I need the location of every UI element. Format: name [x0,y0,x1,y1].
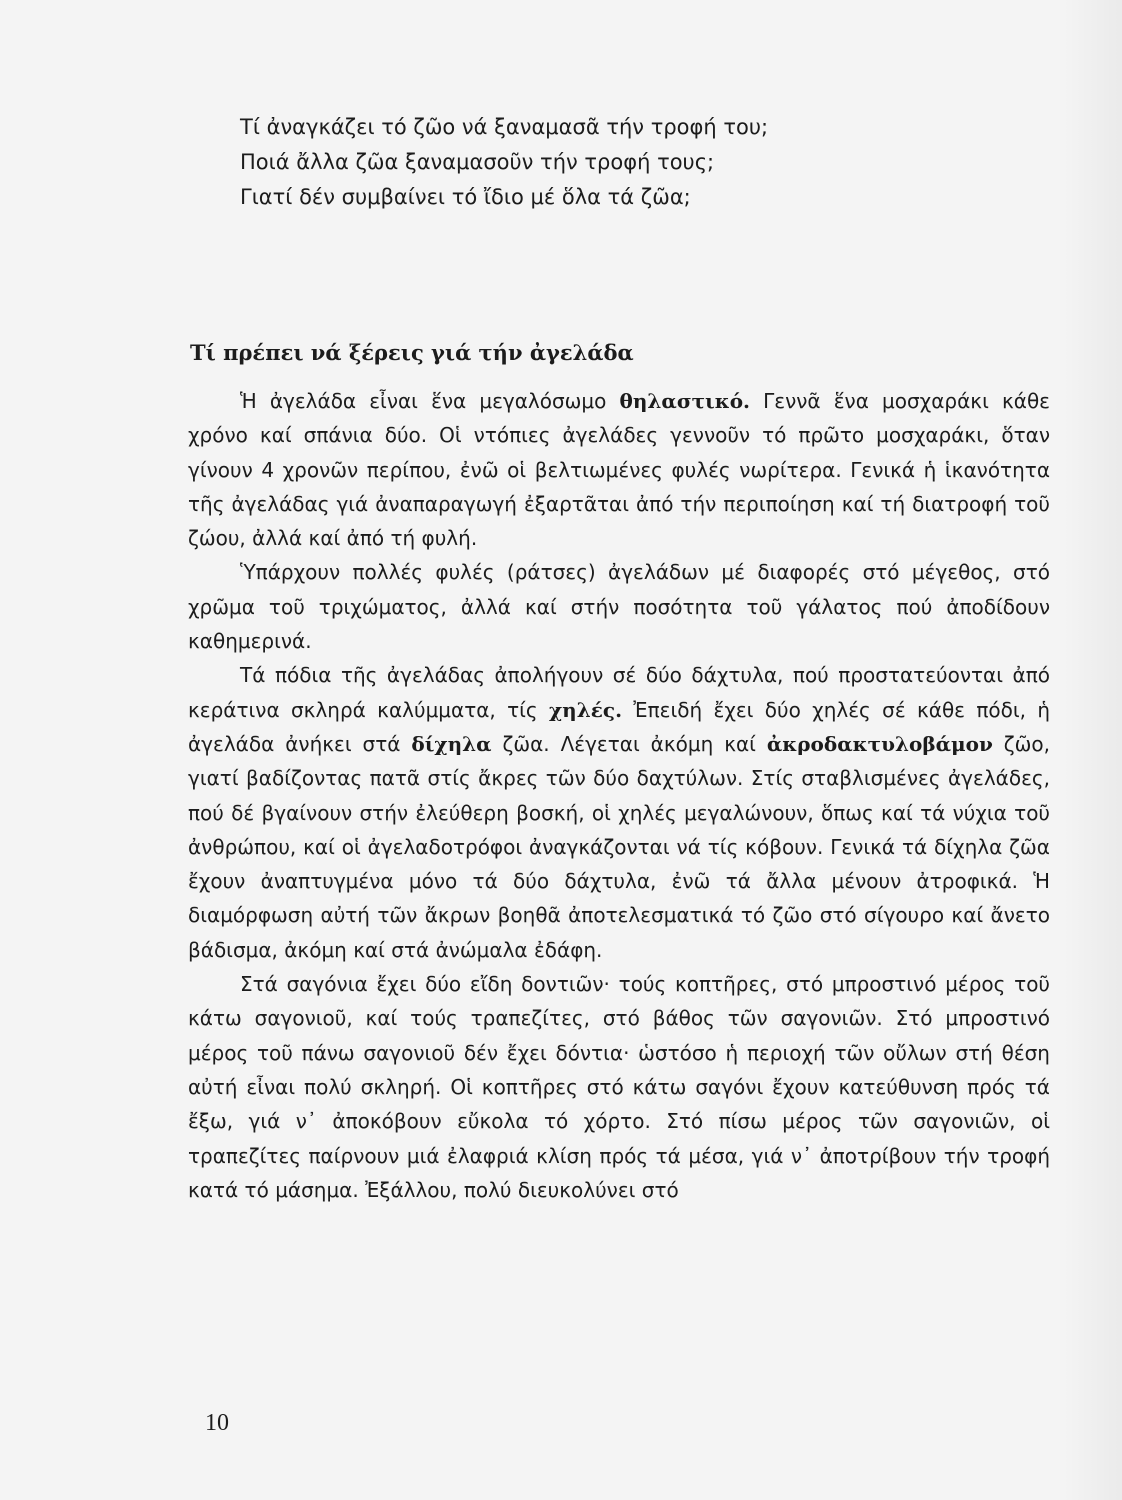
question-2: Ποιά ἄλλα ζῶα ξαναμασοῦν τήν τροφή τους; [240,150,715,174]
text-span: Τά πόδια τῆς ἀγελάδας ἀπολήγουν σέ δύο δάχτυλα, πού προστατεύονται ἀπό κεράτινα σκληρά καλύμματα, τίς [188,663,1050,722]
term-hooves: χηλές. [549,697,623,722]
paragraph-teeth: Στά σαγόνια ἔχει δύο εἴδη δοντιῶν· τούς κοπτῆρες, στό μπροστινό μέρος τοῦ κάτω σαγονιοῦ, καί τούς τραπεζίτες, στό βάθος τῶν σαγονιῶν. Στό μπροστινό μέρος τοῦ πάνω σαγονιοῦ δέν ἔχει δόντια· ὡστόσο ἡ περιοχή τῶν οὔλων στή θέση αὐτή εἶναι πολύ σκληρή. Οἱ κοπτῆρες στό κάτω σαγόνι ἔχουν κατεύθυνση πρός τά ἔξω, γιά ν᾿ ἀποκόβουν εὔκολα τό χόρτο. Στό πίσω μέρος τῶν σαγονιῶν, οἱ τραπεζίτες παίρνουν μιά ἐλαφριά κλίση πρός τά μέσα, γιά ν᾿ ἀποτρίβουν τήν τροφή κατά τό μάσημα. Ἐξάλλου, πολύ διευκολύνει στό [188,972,1050,1202]
page-edge-shadow [1062,0,1122,1500]
body-text [188,384,1050,1207]
term-toe-walking: ἀκροδακτυλοβάμον [766,731,993,756]
text-span: Ἐπειδή ἔχει δύο χηλές σέ κάθε πόδι, ἡ ἀγελάδα ἀνήκει στά [188,697,1050,756]
text-span: ζῶα. Λέγεται ἀκόμη καί [491,731,767,756]
section-heading: Τί πρέπει νά ξέρεις γιά τήν ἀγελάδα [190,340,634,365]
term-cloven: δίχηλα [411,731,492,756]
review-questions [240,110,800,215]
term-mammal: θηλαστικό. [619,389,750,413]
page-number: 10 [205,1410,229,1436]
text-span: ζῶο, γιατί βαδίζοντας πατᾶ στίς ἄκρες τῶν δύο δαχτύλων. Στίς σταβλισμένες ἀγελάδες, πού δέ βγαίνουν στήν ἐλεύθερη βοσκή, οἱ χηλές μεγαλώνουν, ὅπως καί τά νύχια τοῦ ἀνθρώπου, καί οἱ ἀγελαδοτρόφοι ἀναγκάζονται νά τίς κόβουν. Γενικά τά δίχηλα ζῶα ἔχουν ἀναπτυγμένα μόνο τά δύο δάχτυλα, ἐνῶ τά ἄλλα μένουν ἀτροφικά. Ἡ διαμόρφωση αὐτή τῶν ἄκρων βοηθᾶ ἀποτελεσματικά τό ζῶο στό σίγουρο καί ἄνετο βάδισμα, ἀκόμη καί στά ἀνώμαλα ἐδάφη. [188,731,1051,962]
question-1: Τί ἀναγκάζει τό ζῶο νά ξαναμασᾶ τήν τροφή του; [240,115,769,139]
question-3: Γιατί δέν συμβαίνει τό ἴδιο μέ ὅλα τά ζῶα; [240,185,691,209]
text-span: Ἡ ἀγελάδα εἶναι ἕνα μεγαλόσωμο [240,389,620,413]
paragraph-breeds: Ὑπάρχουν πολλές φυλές (ράτσες) ἀγελάδων μέ διαφορές στό μέγεθος, στό χρῶμα τοῦ τριχώματος, ἀλλά καί στήν ποσότητα τοῦ γάλατος πού ἀποδίδουν καθημερινά. [188,560,1050,654]
text-span: Γεννᾶ ἕνα μοσχαράκι κάθε χρόνο καί σπάνια δύο. Οἱ ντόπιες ἀγελάδες γεννοῦν τό πρῶτο μοσχαράκι, ὅταν γίνουν 4 χρονῶν περίπου, ἐνῶ οἱ βελτιωμένες φυλές νωρίτερα. Γενικά ἡ ἱκανότητα τῆς ἀγελάδας γιά ἀναπαραγωγή ἐξαρτᾶται ἀπό τήν περιποίηση καί τή διατροφή τοῦ ζώου, ἀλλά καί ἀπό τή φυλή. [188,389,1050,551]
paragraph-mammal [188,384,1050,555]
paragraph-hooves [188,658,1050,967]
